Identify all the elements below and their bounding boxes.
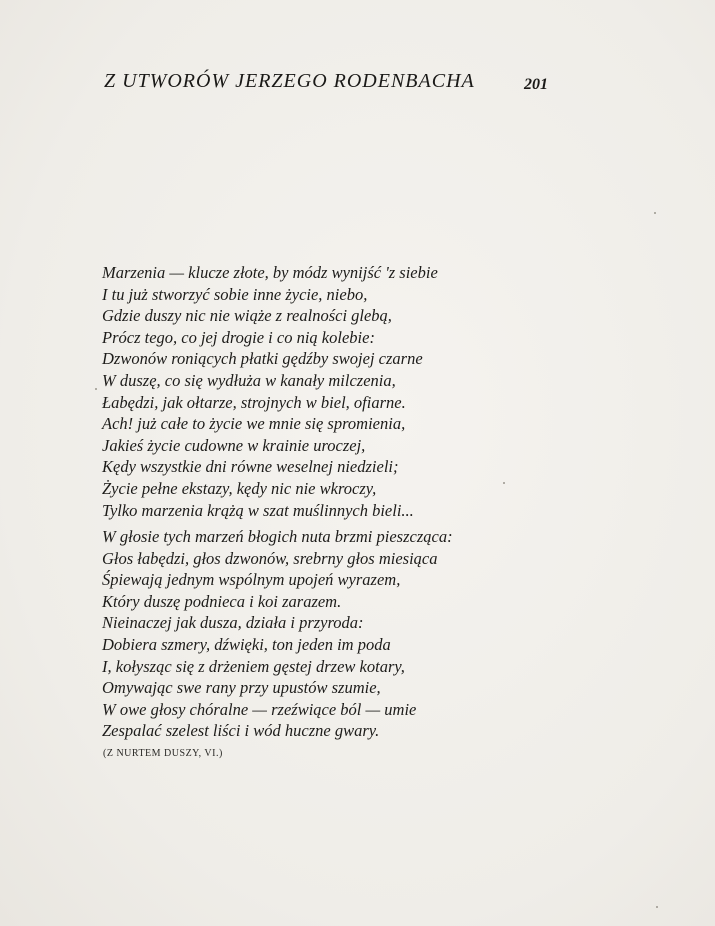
poem-line: Kędy wszystkie dni równe weselnej niedzieli;: [102, 457, 399, 477]
poem-line: Prócz tego, co jej drogie i co nią kolebie:: [102, 327, 375, 347]
poem-line: Tylko marzenia krążą w szat muślinnych bieli...: [102, 500, 414, 520]
poem-line: Ach! już całe to życie we mnie się spromienia,: [102, 414, 406, 434]
source-note: (Z NURTEM DUSZY, VI.): [103, 748, 223, 759]
poem-line: Marzenia — klucze złote, by módz wynijść 'z siebie: [102, 263, 438, 282]
poem-line: Jakieś życie cudowne w krainie uroczej,: [102, 435, 366, 455]
page-number: 201: [524, 76, 548, 93]
poem-line: I, kołysząc się z drżeniem gęstej drzew kotary,: [102, 656, 405, 676]
poem-line: Głos łabędzi, głos dzwonów, srebrny głos miesiąca: [102, 548, 438, 568]
poem-line: W duszę, co się wydłuża w kanały milczenia,: [102, 370, 396, 390]
poem-line: Łabędzi, jak ołtarze, strojnych w biel, ofiarne.: [102, 392, 406, 412]
poem-line: Śpiewają jednym wspólnym upojeń wyrazem,: [102, 570, 401, 590]
poem-line: W głosie tych marzeń błogich nuta brzmi pieszcząca:: [102, 527, 453, 546]
poem-line: Zespalać szelest liści i wód huczne gwary.: [102, 721, 380, 741]
poem-line: Życie pełne ekstazy, kędy nic nie wkroczy,: [102, 478, 377, 498]
poem-stanza-1: [102, 262, 438, 521]
poem-line: Omywając swe rany przy upustów szumie,: [102, 678, 381, 698]
poem-line: Który duszę podnieca i koi zarazem.: [102, 591, 342, 611]
poem-line: W owe głosy chóralne — rzeźwiące ból — umie: [102, 699, 417, 719]
paper-speck: [95, 388, 97, 390]
poem-line: Dobiera szmery, dźwięki, ton jeden im poda: [102, 634, 391, 654]
running-title: Z UTWORÓW JERZEGO RODENBACHA: [104, 70, 475, 92]
poem-stanza-2: [102, 526, 453, 742]
poem-line: Gdzie duszy nic nie wiąże z realności glebą,: [102, 306, 392, 326]
poem-line: Nieinaczej jak dusza, działa i przyroda:: [102, 613, 364, 633]
paper-speck: [656, 906, 658, 908]
poem-line: Dzwonów roniących płatki gędźby swojej czarne: [102, 349, 423, 369]
poem-line: I tu już stworzyć sobie inne życie, niebo,: [102, 284, 368, 304]
paper-speck: [503, 482, 505, 484]
paper-speck: [654, 212, 656, 214]
